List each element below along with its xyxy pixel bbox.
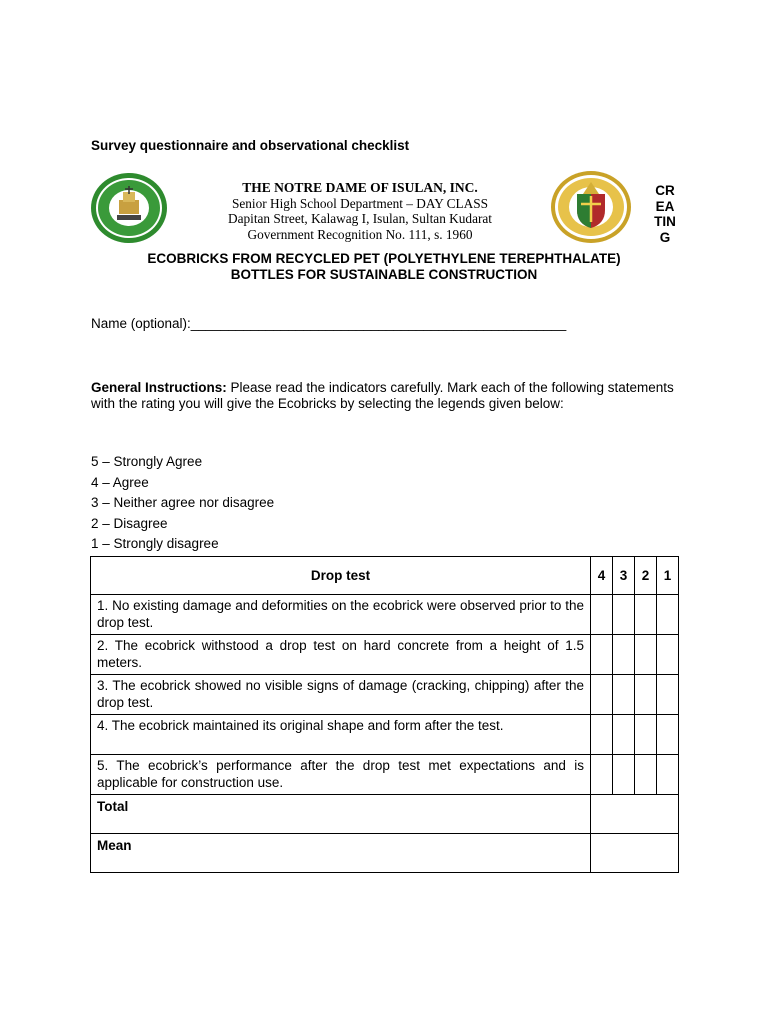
instructions-text: Please read the indicators carefully. Mark each of the following statements with the rating you will give the Ecobricks by selecting the legends given below:: [91, 380, 674, 411]
rating-cell[interactable]: [613, 675, 635, 715]
drop-test-header: Drop test: [91, 557, 591, 595]
mean-value-cell[interactable]: [591, 834, 679, 873]
side-text-line: TIN: [654, 214, 676, 229]
legend-item: 5 – Strongly Agree: [91, 454, 203, 469]
side-text-line: CR: [655, 183, 675, 198]
instructions-label: General Instructions:: [91, 380, 227, 395]
rating-cell[interactable]: [635, 595, 657, 635]
school-header: [180, 180, 540, 242]
total-label: Total: [91, 795, 591, 834]
school-department: Senior High School Department – DAY CLASS: [231, 195, 489, 211]
school-address: Dapitan Street, Kalawag I, Isulan, Sultan Kudarat: [227, 211, 492, 226]
statement-cell: 3. The ecobrick showed no visible signs of damage (cracking, chipping) after the drop test.: [91, 675, 591, 715]
rating-header-3: 3: [613, 557, 635, 595]
study-title-line: ECOBRICKS FROM RECYCLED PET (POLYETHYLENE TEREPHTHALATE): [147, 251, 621, 266]
name-field[interactable]: Name (optional):__________________________________________________: [91, 316, 567, 331]
drop-test-checklist: [90, 556, 679, 873]
rating-cell[interactable]: [635, 755, 657, 795]
rating-cell[interactable]: [657, 715, 679, 755]
rating-header-2: 2: [635, 557, 657, 595]
rating-cell[interactable]: [591, 755, 613, 795]
mean-label: Mean: [91, 834, 591, 873]
legend-item: 2 – Disagree: [91, 515, 168, 531]
statement-cell: 5. The ecobrick’s performance after the drop test met expectations and is applicable for construction use.: [91, 755, 591, 795]
study-title: [90, 251, 678, 282]
rating-cell[interactable]: [591, 715, 613, 755]
rating-cell[interactable]: [635, 675, 657, 715]
table-header-row: [91, 557, 679, 595]
mean-row: [91, 834, 679, 873]
side-text-line: EA: [655, 198, 675, 214]
total-value-cell[interactable]: [591, 795, 679, 834]
document-title: Survey questionnaire and observational checklist: [91, 138, 410, 153]
statement-cell: 4. The ecobrick maintained its original shape and form after the test.: [91, 715, 591, 755]
rating-cell[interactable]: [635, 715, 657, 755]
legend-item: 1 – Strongly disagree: [91, 536, 219, 552]
rating-header-1: 1: [657, 557, 679, 595]
rating-cell[interactable]: [613, 595, 635, 635]
archdiocese-seal-logo: [550, 170, 632, 244]
rating-cell[interactable]: [591, 595, 613, 635]
rating-cell[interactable]: [613, 635, 635, 675]
rating-header-4: 4: [591, 557, 613, 595]
legend-item: 3 – Neither agree nor disagree: [91, 495, 275, 511]
rating-cell[interactable]: [591, 635, 613, 675]
study-title-line: BOTTLES FOR SUSTAINABLE CONSTRUCTION: [230, 266, 538, 282]
total-row: [91, 795, 679, 834]
rating-cell[interactable]: [657, 675, 679, 715]
table-row: [91, 715, 679, 755]
rating-cell[interactable]: [613, 755, 635, 795]
side-text-line: G: [659, 229, 671, 245]
rating-cell[interactable]: [657, 635, 679, 675]
legend-item: 4 – Agree: [91, 474, 149, 490]
rating-cell[interactable]: [613, 715, 635, 755]
rating-legend: [91, 452, 274, 555]
statement-cell: 2. The ecobrick withstood a drop test on hard concrete from a height of 1.5 meters.: [91, 635, 591, 675]
table-row: [91, 595, 679, 635]
rating-cell[interactable]: [635, 635, 657, 675]
table-row: [91, 635, 679, 675]
school-name: THE NOTRE DAME OF ISULAN, INC.: [242, 180, 478, 195]
school-seal-logo: [90, 172, 168, 244]
statement-cell: 1. No existing damage and deformities on the ecobrick were observed prior to the drop test.: [91, 595, 591, 635]
rating-cell[interactable]: [591, 675, 613, 715]
side-text: [647, 183, 683, 245]
table-row: [91, 755, 679, 795]
rating-cell[interactable]: [657, 595, 679, 635]
table-row: [91, 675, 679, 715]
general-instructions: [91, 380, 681, 411]
school-recognition: Government Recognition No. 111, s. 1960: [247, 226, 473, 242]
rating-cell[interactable]: [657, 755, 679, 795]
